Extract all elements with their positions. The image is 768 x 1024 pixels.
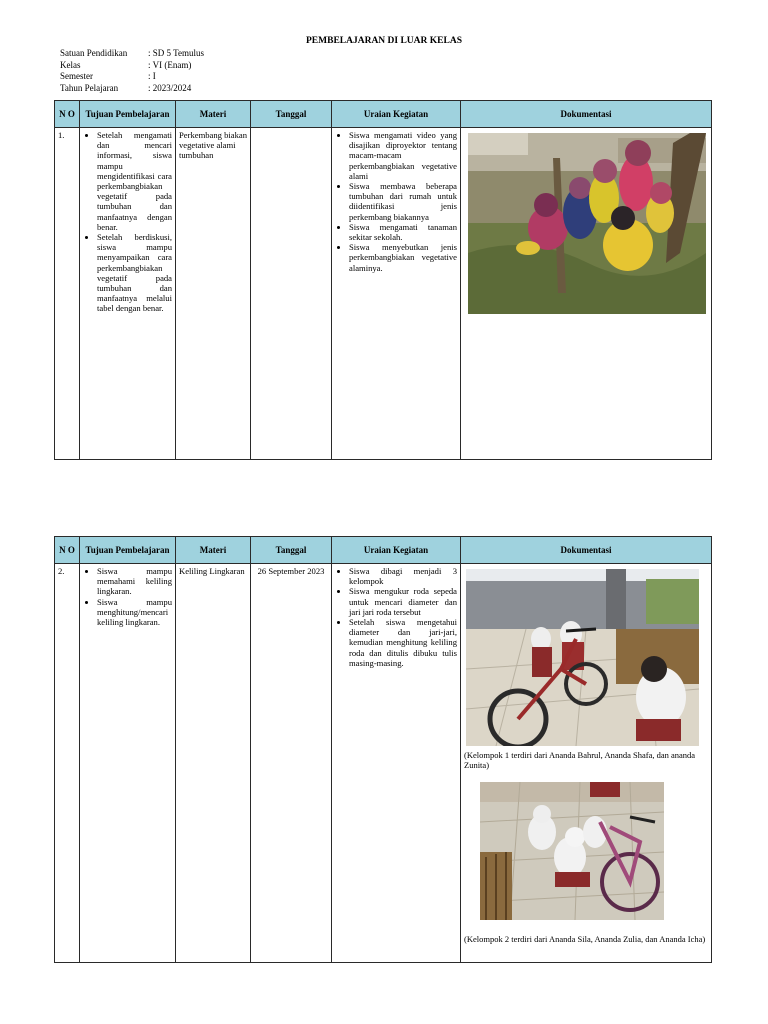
info-label: Tahun Pelajaran [60, 82, 119, 93]
photo-caption-2: (Kelompok 2 terdiri dari Ananda Sila, Ananda Zulia, dan Ananda Icha) [464, 934, 706, 944]
school-info [60, 48, 204, 94]
tujuan-item: • Siswa mampu menghitung/mencari keliling lingkaran. [97, 597, 172, 628]
cell-tanggal [251, 128, 332, 460]
info-value: : VI (Enam) [148, 59, 192, 70]
cell-dokumentasi [461, 128, 712, 460]
header-no: N O [55, 537, 80, 564]
table-row [55, 564, 712, 963]
photo-group-1 [466, 569, 699, 746]
info-label: Kelas [60, 59, 81, 70]
cell-tujuan [80, 564, 176, 963]
cell-dokumentasi [461, 564, 712, 963]
activity-table-1 [54, 100, 712, 460]
header-tanggal: Tanggal [251, 101, 332, 128]
uraian-item: • Siswa mengamati tanaman sekitar sekolah. [349, 222, 457, 242]
header-no: N O [55, 101, 80, 128]
tujuan-item: • Setelah mengamati dan mencari informasi, siswa mampu mengidentifikasi cara perkembangbiakan vegetatif pada tumbuhan dan manfaatnya dengan benar. [97, 130, 172, 232]
header-materi: Materi [176, 537, 251, 564]
page-title: PEMBELAJARAN DI LUAR KELAS [306, 36, 462, 46]
cell-uraian [332, 564, 461, 963]
header-tujuan: Tujuan Pembelajaran [80, 537, 176, 564]
header-dokumentasi: Dokumentasi [461, 537, 712, 564]
header-uraian: Uraian Kegiatan [332, 537, 461, 564]
cell-materi: Keliling Lingkaran [176, 564, 251, 963]
cell-tujuan [80, 128, 176, 460]
cell-materi: Perkembang biakan vegetative alami tumbuhan [176, 128, 251, 460]
header-uraian: Uraian Kegiatan [332, 101, 461, 128]
activity-table-2 [54, 536, 712, 963]
table-header-row [55, 537, 712, 564]
photo-plant-observation [468, 133, 706, 314]
uraian-item: • Siswa dibagi menjadi 3 kelompok [349, 566, 457, 586]
cell-uraian [332, 128, 461, 460]
cell-tanggal: 26 September 2023 [251, 564, 332, 963]
info-value: : SD 5 Temulus [148, 48, 204, 58]
tujuan-item: • Setelah berdiskusi, siswa mampu menyampaikan cara perkembangbiakan vegetatif pada tumbuhan dan manfaatnya melalui tabel dengan benar. [97, 232, 172, 314]
info-value: : 2023/2024 [148, 82, 192, 93]
uraian-item: • Siswa mengukur roda sepeda untuk mencari diameter dan jari jari roda tersebut [349, 586, 457, 617]
table-header-row [55, 101, 712, 128]
header-tanggal: Tanggal [251, 537, 332, 564]
tujuan-item: • Siswa mampu memahami keliling lingkaran. [97, 566, 172, 597]
info-label: Satuan Pendidikan [60, 48, 128, 58]
info-value: : I [148, 71, 156, 81]
header-tujuan: Tujuan Pembelajaran [80, 101, 176, 128]
cell-no: 1. [55, 128, 80, 460]
photo-caption-1: (Kelompok 1 terdiri dari Ananda Bahrul, Ananda Shafa, dan ananda Zunita) [464, 750, 696, 770]
uraian-item: • Setelah siswa mengetahui diameter dan jari-jari, kemudian menghitung keliling roda dan ditulis dibuku tulis masing-masing. [349, 617, 457, 668]
cell-no: 2. [55, 564, 80, 963]
header-materi: Materi [176, 101, 251, 128]
table-row [55, 128, 712, 460]
uraian-item: • Siswa membawa beberapa tumbuhan dari rumah untuk diidentifikasi jenis perkembang biakannya [349, 181, 457, 222]
header-dokumentasi: Dokumentasi [461, 101, 712, 128]
info-label: Semester [60, 71, 93, 81]
photo-group-2 [480, 782, 664, 920]
uraian-item: • Siswa menyebutkan jenis perkembangbiakan vegetative alaminya. [349, 242, 457, 273]
uraian-item: • Siswa mengamati video yang disajikan diproyektor tentang macam-macam perkembangbiakan vegetative alami [349, 130, 457, 181]
